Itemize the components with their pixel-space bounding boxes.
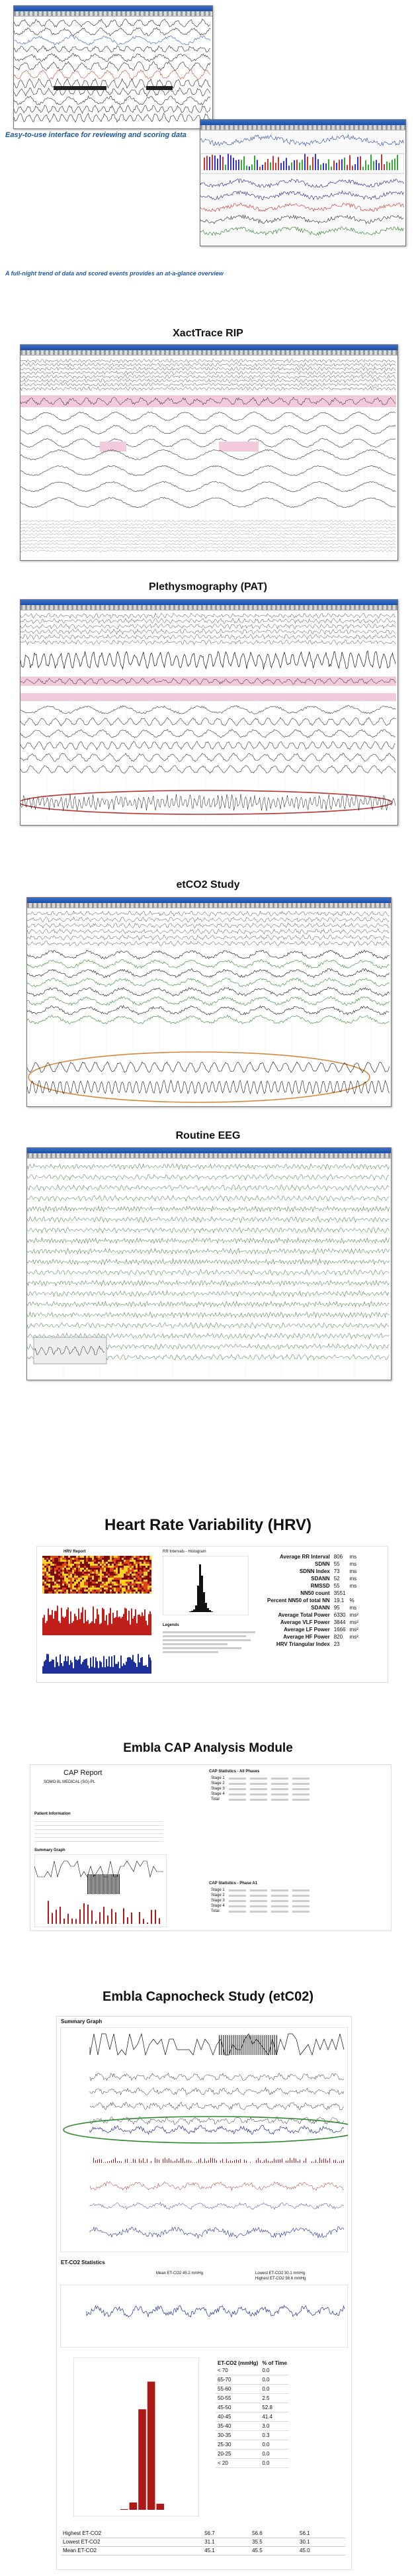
histogram-bar — [156, 2504, 164, 2510]
hrv-stat-row — [265, 1611, 360, 1619]
cap-table-cell — [248, 1776, 269, 1781]
cap-table-cell — [248, 1893, 269, 1898]
eeg-screenshot — [26, 1147, 392, 1380]
hrv-report-title: HRV Report — [63, 1550, 86, 1554]
dist-row — [216, 2366, 289, 2375]
hrv-stat-label: RMSSD — [310, 1583, 330, 1589]
hrv-stat-row — [265, 1633, 360, 1641]
hrv-stat-row — [265, 1597, 360, 1604]
hrv-stats-table — [265, 1553, 360, 1648]
window-toolbar — [21, 350, 397, 356]
signal-traces — [21, 356, 396, 559]
dist-range: 25-30 — [216, 2440, 260, 2450]
cap-table-cell — [248, 1781, 269, 1786]
cap-table-cell — [269, 1786, 290, 1791]
dist-range: 45-50 — [216, 2403, 260, 2412]
dist-row — [216, 2422, 289, 2431]
dist-range: 65-70 — [216, 2375, 260, 2385]
dist-pct: 3.0 — [260, 2422, 289, 2431]
window-titlebar — [27, 898, 391, 903]
hrv-report — [36, 1546, 388, 1683]
cap-report — [30, 1764, 392, 1931]
hrv-stat-value: 55 — [333, 1561, 340, 1567]
hrv-stat-row — [265, 1553, 360, 1560]
cap-table-cell — [290, 1781, 312, 1786]
cap-table-cell — [290, 1791, 312, 1797]
cap-table-row — [209, 1909, 312, 1914]
trend-traces — [200, 130, 404, 244]
hrv-stat-row — [265, 1604, 360, 1611]
histogram-bar — [138, 2409, 146, 2510]
hrv-stat-unit: ms — [349, 1576, 357, 1582]
hrv-spectrogram — [42, 1556, 151, 1675]
cap-table-row — [209, 1776, 312, 1781]
hrv-stat-unit — [347, 1590, 360, 1597]
dist-header-cell: ET-CO2 (mmHg) — [218, 2360, 259, 2366]
cap-table-cell — [227, 1898, 248, 1903]
cap-table-cell — [248, 1786, 269, 1791]
hrv-stat-unit: ms² — [349, 1634, 358, 1640]
dist-pct: 0.0 — [260, 2440, 289, 2450]
histogram-title: RR Intervals - Histogram — [163, 1550, 206, 1554]
dist-header-cell: % of Time — [262, 2360, 287, 2366]
sleep-stage-label: Stage 2 — [211, 1893, 225, 1897]
lowest-value: 30.1 — [284, 2271, 292, 2275]
cap-table-row — [209, 1903, 312, 1909]
sleep-stage-label: Total — [211, 1797, 220, 1801]
hrv-stat-value: 3844 — [333, 1619, 346, 1625]
hrv-stat-value: 806 — [333, 1554, 343, 1560]
cap-table-row — [209, 1898, 312, 1903]
dist-pct: 52.8 — [260, 2403, 289, 2412]
rr-histogram — [163, 1556, 249, 1615]
hrv-stat-row — [265, 1560, 360, 1568]
section-title-pat: Plethysmography (PAT) — [149, 581, 267, 593]
mean-value: 45.2 — [183, 2271, 190, 2275]
mean-label: Mean ET-CO2 — [156, 2271, 182, 2275]
sleep-stage-label: Stage 1 — [211, 1888, 225, 1892]
hrv-stat-unit: ms² — [349, 1619, 358, 1625]
hrv-stat-label: SDANN — [311, 1576, 330, 1582]
cap-table-cell — [227, 1797, 248, 1802]
hrv-stat-unit: ms — [349, 1568, 357, 1574]
hrv-stat-unit: % — [349, 1598, 354, 1603]
dist-row — [216, 2459, 289, 2468]
histogram-bar — [130, 2503, 138, 2510]
signal-traces — [21, 610, 396, 824]
patient-info-heading: Patient Information — [34, 1812, 71, 1816]
hrv-stat-row — [265, 1619, 360, 1626]
dist-pct: 0.0 — [260, 2375, 289, 2385]
hrv-stat-label: Average LF Power — [284, 1627, 330, 1633]
cap-table-cell — [248, 1909, 269, 1914]
window-titlebar — [21, 600, 397, 605]
hrv-stat-label: NN50 count — [300, 1590, 330, 1596]
hrv-stat-value: 19.1 — [333, 1598, 345, 1603]
cap-table-row — [209, 1893, 312, 1898]
dist-header-row — [216, 2361, 289, 2366]
dist-row — [216, 2450, 289, 2459]
dist-range: < 20 — [216, 2459, 260, 2468]
hrv-stat-value: 1666 — [333, 1627, 346, 1633]
cap-table-row — [209, 1786, 312, 1791]
etco2-distribution-table — [216, 2361, 289, 2468]
cap-table-cell — [290, 1786, 312, 1791]
summary-b: 56.6 — [250, 2530, 298, 2538]
cap-stats-table-all — [209, 1776, 312, 1802]
cap-table-cell — [290, 1909, 312, 1914]
cap-summary-graph — [34, 1854, 167, 1927]
dist-row — [216, 2440, 289, 2450]
cap-table-cell — [290, 1887, 312, 1893]
hrv-stat-unit: ms² — [349, 1627, 358, 1633]
sleep-stage-label: Stage 4 — [211, 1792, 225, 1796]
signal-traces — [27, 908, 390, 1106]
section-title-cap: Embla CAP Analysis Module — [123, 1741, 293, 1755]
cap-table-cell — [290, 1776, 312, 1781]
window-titlebar — [200, 120, 405, 125]
highest-value: 56.6 — [285, 2277, 294, 2281]
capnocheck-report — [56, 2016, 352, 2570]
highest-unit: mmHg — [294, 2277, 306, 2281]
window-toolbar — [27, 1153, 391, 1159]
summary-graph-heading: Summary Graph — [34, 1848, 65, 1852]
hrv-stat-row — [265, 1568, 360, 1575]
etco2-trend-graph — [60, 2285, 348, 2348]
cap-table-cell — [290, 1797, 312, 1802]
window-toolbar — [200, 125, 405, 130]
pat-screenshot — [20, 599, 398, 826]
cap-table-cell — [248, 1791, 269, 1797]
hrv-stat-value: 6330 — [333, 1612, 346, 1618]
hrv-stat-label: Average RR Interval — [279, 1554, 330, 1560]
window-toolbar — [14, 11, 212, 17]
window-titlebar — [27, 1148, 391, 1153]
sleep-stage-label: Stage 3 — [211, 1899, 225, 1903]
hrv-stat-value: 95 — [333, 1605, 340, 1611]
hrv-stat-value: 73 — [333, 1568, 340, 1574]
cap-table-cell — [269, 1797, 290, 1802]
dist-range: 30-35 — [216, 2431, 260, 2440]
cap-table-cell — [227, 1791, 248, 1797]
hrv-stat-unit: ms — [349, 1561, 357, 1567]
cap-table-row — [209, 1797, 312, 1802]
hrv-stat-label: Percent NN50 of total NN — [267, 1598, 330, 1603]
summary-c: 56.1 — [298, 2530, 345, 2538]
cap-table-cell — [248, 1887, 269, 1893]
hrv-stat-label: Average VLF Power — [280, 1619, 330, 1625]
summary-a: 45.1 — [202, 2547, 250, 2555]
window-toolbar — [27, 903, 391, 908]
window-toolbar — [21, 605, 397, 610]
hrv-stat-row — [265, 1582, 360, 1590]
sleep-stage-label: Stage 2 — [211, 1782, 225, 1786]
interface-caption: Easy-to-use interface for reviewing and scoring data — [5, 131, 187, 139]
hrv-stat-unit: ms — [349, 1583, 357, 1589]
cap-table-cell — [227, 1776, 248, 1781]
summary-a: 31.1 — [202, 2538, 250, 2547]
capno-summary-graph — [60, 2027, 348, 2252]
dist-pct: 0.0 — [260, 2385, 289, 2394]
dist-range: 20-25 — [216, 2450, 260, 2459]
cap-table-cell — [248, 1898, 269, 1903]
cap-table-cell — [269, 1791, 290, 1797]
window-titlebar — [21, 345, 397, 350]
hrv-stat-value: 820 — [333, 1634, 343, 1640]
cap-table-row — [209, 1791, 312, 1797]
dist-row — [216, 2394, 289, 2403]
sleep-stage-label: Total — [211, 1909, 220, 1913]
summary-label: Highest ET-CO2 — [61, 2530, 202, 2538]
cap-table-cell — [227, 1893, 248, 1898]
dist-row — [216, 2403, 289, 2412]
legends-title: Legends — [163, 1623, 179, 1627]
signal-traces — [14, 17, 211, 128]
dist-pct: 2.5 — [260, 2394, 289, 2403]
sleep-stage-label: Stage 1 — [211, 1776, 225, 1780]
dist-range: 35-40 — [216, 2422, 260, 2431]
dist-range: 55-60 — [216, 2385, 260, 2394]
cap-table-cell — [248, 1903, 269, 1909]
hrv-stat-value: 52 — [333, 1576, 340, 1582]
hrv-stat-value: 55 — [333, 1583, 340, 1589]
window-titlebar — [14, 6, 212, 11]
dist-pct: 0.3 — [260, 2431, 289, 2440]
cap-stats-a1-heading: CAP Statistics - Phase A1 — [209, 1882, 258, 1885]
hrv-stat-label: SDNN Index — [299, 1568, 330, 1574]
etco2-summary-table — [61, 2530, 345, 2555]
histogram-bar — [147, 2381, 155, 2510]
hrv-stat-row — [265, 1626, 360, 1633]
cap-table-cell — [269, 1898, 290, 1903]
hrv-stat-row — [265, 1575, 360, 1582]
hrv-stat-label: SDANN — [311, 1605, 330, 1611]
cap-table-row — [209, 1781, 312, 1786]
capno-summary-heading: Summary Graph — [61, 2019, 103, 2025]
summary-b: 45.5 — [250, 2547, 298, 2555]
xacttrace-screenshot — [20, 344, 398, 561]
summary-row — [61, 2530, 345, 2538]
cap-table-cell — [290, 1893, 312, 1898]
trend-caption: A full-night trend of data and scored events provides an at-a-glance overview — [5, 270, 224, 277]
trend-window-screenshot — [200, 119, 406, 246]
hrv-stat-unit — [347, 1641, 360, 1648]
mean-unit: mmHg — [191, 2271, 204, 2275]
dist-pct: 41.4 — [260, 2412, 289, 2422]
hrv-stat-label: HRV Triangular Index — [276, 1641, 330, 1647]
highest-label: Highest ET-CO2 — [255, 2277, 284, 2281]
cap-table-cell — [248, 1797, 269, 1802]
dist-range: 50-55 — [216, 2394, 260, 2403]
cap-table-cell — [269, 1903, 290, 1909]
summary-c: 30.1 — [298, 2538, 345, 2547]
sleep-stage-label: Stage 4 — [211, 1904, 225, 1908]
section-title-eeg: Routine EEG — [175, 1130, 241, 1141]
cap-stats-table-a1 — [209, 1887, 312, 1914]
cap-table-cell — [269, 1909, 290, 1914]
hrv-stat-unit: ms — [349, 1554, 357, 1560]
etco2-screenshot — [26, 897, 392, 1107]
dist-range: < 70 — [216, 2366, 260, 2375]
hrv-stat-unit: ms — [349, 1605, 357, 1611]
section-title-capno: Embla Capnocheck Study (etC02) — [103, 1989, 313, 2004]
cap-table-cell — [227, 1781, 248, 1786]
lowest-unit: mmHg — [293, 2271, 306, 2275]
hrv-stat-row — [265, 1590, 360, 1597]
lowest-label: Lowest ET-CO2 — [255, 2271, 284, 2275]
eeg-traces — [27, 1159, 390, 1379]
cap-table-cell — [269, 1887, 290, 1893]
etco2-histogram — [73, 2358, 199, 2516]
sleep-stage-label: Stage 3 — [211, 1787, 225, 1791]
section-title-xacttrace: XactTrace RIP — [173, 328, 243, 339]
dist-row — [216, 2375, 289, 2385]
dist-row — [216, 2385, 289, 2394]
cap-table-cell — [269, 1776, 290, 1781]
section-title-etco2: etCO2 Study — [176, 879, 240, 890]
cap-table-cell — [269, 1781, 290, 1786]
cap-table-cell — [290, 1898, 312, 1903]
dist-row — [216, 2412, 289, 2422]
summary-label: Lowest ET-CO2 — [61, 2538, 202, 2547]
summary-row — [61, 2547, 345, 2555]
hrv-stat-value: 23 — [333, 1641, 340, 1647]
summary-a: 56.7 — [202, 2530, 250, 2538]
summary-c: 45.0 — [298, 2547, 345, 2555]
dist-row — [216, 2431, 289, 2440]
hrv-stat-label: Average HF Power — [283, 1634, 330, 1640]
hrv-stat-unit: ms² — [349, 1612, 358, 1618]
cap-stats-all-heading: CAP Statistics - All Phases — [209, 1770, 260, 1774]
cap-table-row — [209, 1887, 312, 1893]
dist-pct: 0.0 — [260, 2459, 289, 2468]
hrv-stat-value: 3551 — [333, 1590, 346, 1596]
cap-table-cell — [227, 1903, 248, 1909]
etco2-stats-heading: ET-CO2 Statistics — [61, 2260, 105, 2266]
cap-org: SOMO 8L MEDICAL (SG) PL — [44, 1780, 95, 1784]
hrv-stat-row — [265, 1641, 360, 1648]
hrv-stat-label: Average Total Power — [278, 1612, 330, 1618]
histogram-bar — [120, 2509, 128, 2510]
dist-range: 40-45 — [216, 2412, 260, 2422]
summary-b: 35.5 — [250, 2538, 298, 2547]
hrv-stat-label: SDNN — [315, 1561, 330, 1567]
cap-table-cell — [227, 1909, 248, 1914]
cap-table-cell — [227, 1786, 248, 1791]
dist-pct: 0.0 — [260, 2366, 289, 2375]
cap-table-cell — [269, 1893, 290, 1898]
summary-row — [61, 2538, 345, 2547]
review-window-screenshot — [13, 5, 213, 129]
section-title-hrv: Heart Rate Variability (HRV) — [104, 1516, 312, 1534]
cap-report-title: CAP Report — [63, 1769, 103, 1777]
cap-table-cell — [290, 1903, 312, 1909]
dist-pct: 0.0 — [260, 2450, 289, 2459]
cap-table-cell — [227, 1887, 248, 1893]
summary-label: Mean ET-CO2 — [61, 2547, 202, 2555]
